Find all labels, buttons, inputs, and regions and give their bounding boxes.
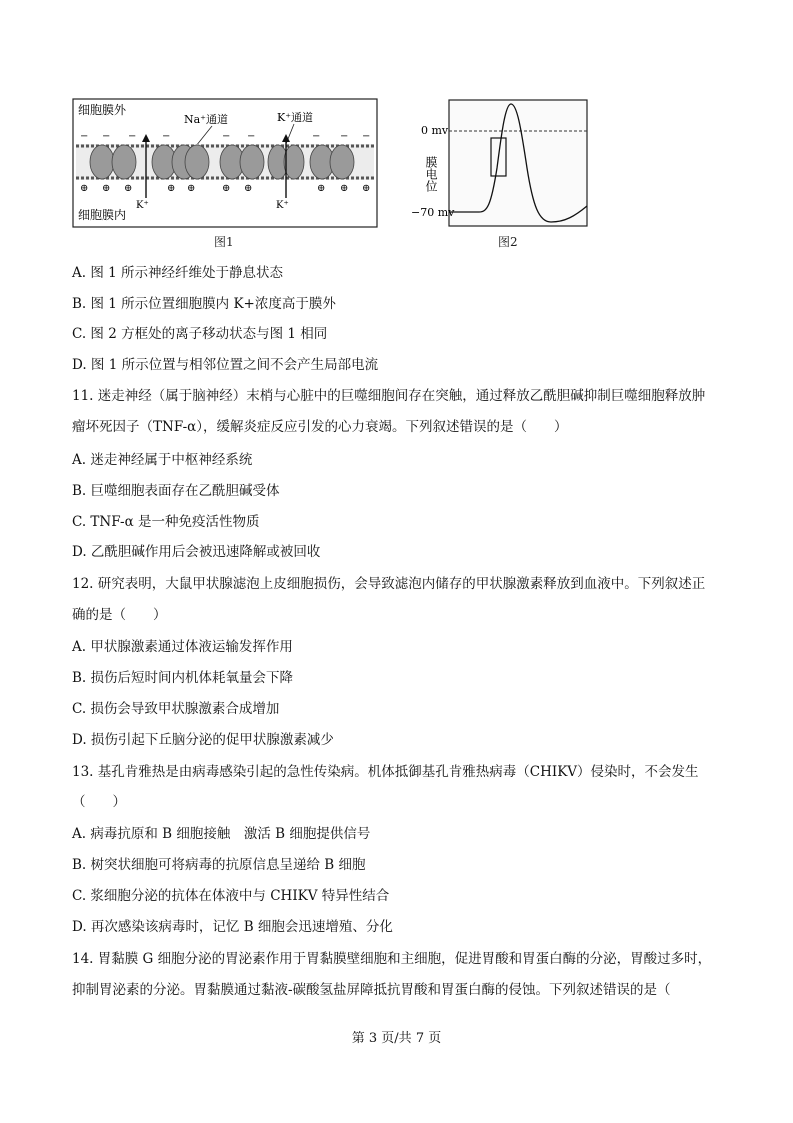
question-12-text: 确的是（ ） (72, 607, 167, 623)
option-line: A. 甲状腺激素通过体液运输发挥作用 (72, 639, 293, 655)
option-line: B. 树突状细胞可将病毒的抗原信息呈递给 B 细胞 (72, 857, 366, 873)
page-footer: 第 3 页/共 7 页 (351, 1031, 442, 1046)
figure-2-caption: 图2 (498, 235, 518, 249)
svg-text:−: − (247, 131, 256, 142)
svg-text:⊕: ⊕ (102, 183, 111, 194)
k-ion-left: K⁺ (136, 200, 149, 211)
svg-text:⊕: ⊕ (340, 183, 349, 194)
y-axis-label: 膜电位 (424, 156, 438, 192)
option-line: A. 病毒抗原和 B 细胞接触 激活 B 细胞提供信号 (72, 826, 371, 842)
membrane-diagram (72, 98, 378, 228)
option-line: C. TNF-α 是一种免疫活性物质 (72, 514, 260, 530)
svg-text:−: − (312, 131, 321, 142)
svg-text:⊕: ⊕ (124, 183, 133, 194)
option-line: B. 图 1 所示位置细胞膜内 K+浓度高于膜外 (72, 296, 336, 312)
option-line: A. 迷走神经属于中枢神经系统 (72, 452, 253, 468)
action-potential-graph (405, 98, 589, 230)
option-line: B. 巨噬细胞表面存在乙酰胆碱受体 (72, 483, 280, 499)
question-12-text: 12. 研究表明，大鼠甲状腺滤泡上皮细胞损伤，会导致滤泡内储存的甲状腺激素释放到血液中。下列叙述正 (72, 576, 706, 592)
svg-text:−: − (102, 131, 111, 142)
option-line: C. 浆细胞分泌的抗体在体液中与 CHIKV 特异性结合 (72, 888, 390, 904)
option-line: A. 图 1 所示神经纤维处于静息状态 (72, 265, 284, 281)
inside-label: 细胞膜内 (78, 208, 127, 222)
rest-label: −70 mv (411, 206, 455, 219)
option-line: C. 损伤会导致甲状腺激素合成增加 (72, 701, 280, 717)
figure-2 (405, 98, 589, 230)
figure-1 (72, 98, 378, 228)
outside-label: 细胞膜外 (78, 103, 127, 117)
svg-text:⊕: ⊕ (317, 183, 326, 194)
option-line: D. 图 1 所示位置与相邻位置之间不会产生局部电流 (72, 357, 379, 373)
question-11-text: 瘤坏死因子（TNF-α），缓解炎症反应引发的心力衰竭。下列叙述错误的是（ ） (72, 419, 568, 435)
svg-text:⊕: ⊕ (222, 183, 231, 194)
svg-text:⊕: ⊕ (167, 183, 176, 194)
option-line: D. 再次感染该病毒时，记忆 B 细胞会迅速增殖、分化 (72, 919, 393, 935)
svg-text:⊕: ⊕ (362, 183, 371, 194)
svg-text:−: − (162, 131, 171, 142)
question-13-text: （ ） (72, 794, 126, 810)
na-channel-label: Na⁺通道 (184, 113, 228, 126)
svg-text:⊕: ⊕ (244, 183, 253, 194)
question-14-text: 14. 胃黏膜 G 细胞分泌的胃泌素作用于胃黏膜壁细胞和主细胞，促进胃酸和胃蛋白酶的分泌，胃酸过多时， (72, 951, 712, 967)
option-line: C. 图 2 方框处的离子移动状态与图 1 相同 (72, 326, 328, 342)
svg-text:−: − (340, 131, 349, 142)
svg-text:−: − (128, 131, 137, 142)
k-channel-label: K⁺通道 (277, 111, 314, 124)
svg-text:⊕: ⊕ (187, 183, 196, 194)
option-line: D. 乙酰胆碱作用后会被迅速降解或被回收 (72, 544, 321, 560)
option-line: B. 损伤后短时间内机体耗氧量会下降 (72, 670, 294, 686)
svg-text:−: − (80, 131, 89, 142)
figure-1-caption: 图1 (214, 235, 234, 249)
zero-label: 0 mv (421, 124, 449, 137)
k-ion-right: K⁺ (276, 200, 289, 211)
question-14-text: 抑制胃泌素的分泌。胃黏膜通过黏液-碳酸氢盐屏障抵抗胃酸和胃蛋白酶的侵蚀。下列叙述错误的是（ (72, 982, 671, 998)
svg-text:−: − (362, 131, 371, 142)
option-line: D. 损伤引起下丘脑分泌的促甲状腺激素减少 (72, 732, 334, 748)
question-11-text: 11. 迷走神经（属于脑神经）末梢与心脏中的巨噬细胞间存在突触，通过释放乙酰胆碱抑制巨噬细胞释放肿 (72, 388, 706, 404)
svg-text:−: − (222, 131, 231, 142)
question-13-text: 13. 基孔肯雅热是由病毒感染引起的急性传染病。机体抵御基孔肯雅热病毒（CHIKV）侵染时，不会发生 (72, 764, 699, 780)
svg-text:⊕: ⊕ (80, 183, 89, 194)
